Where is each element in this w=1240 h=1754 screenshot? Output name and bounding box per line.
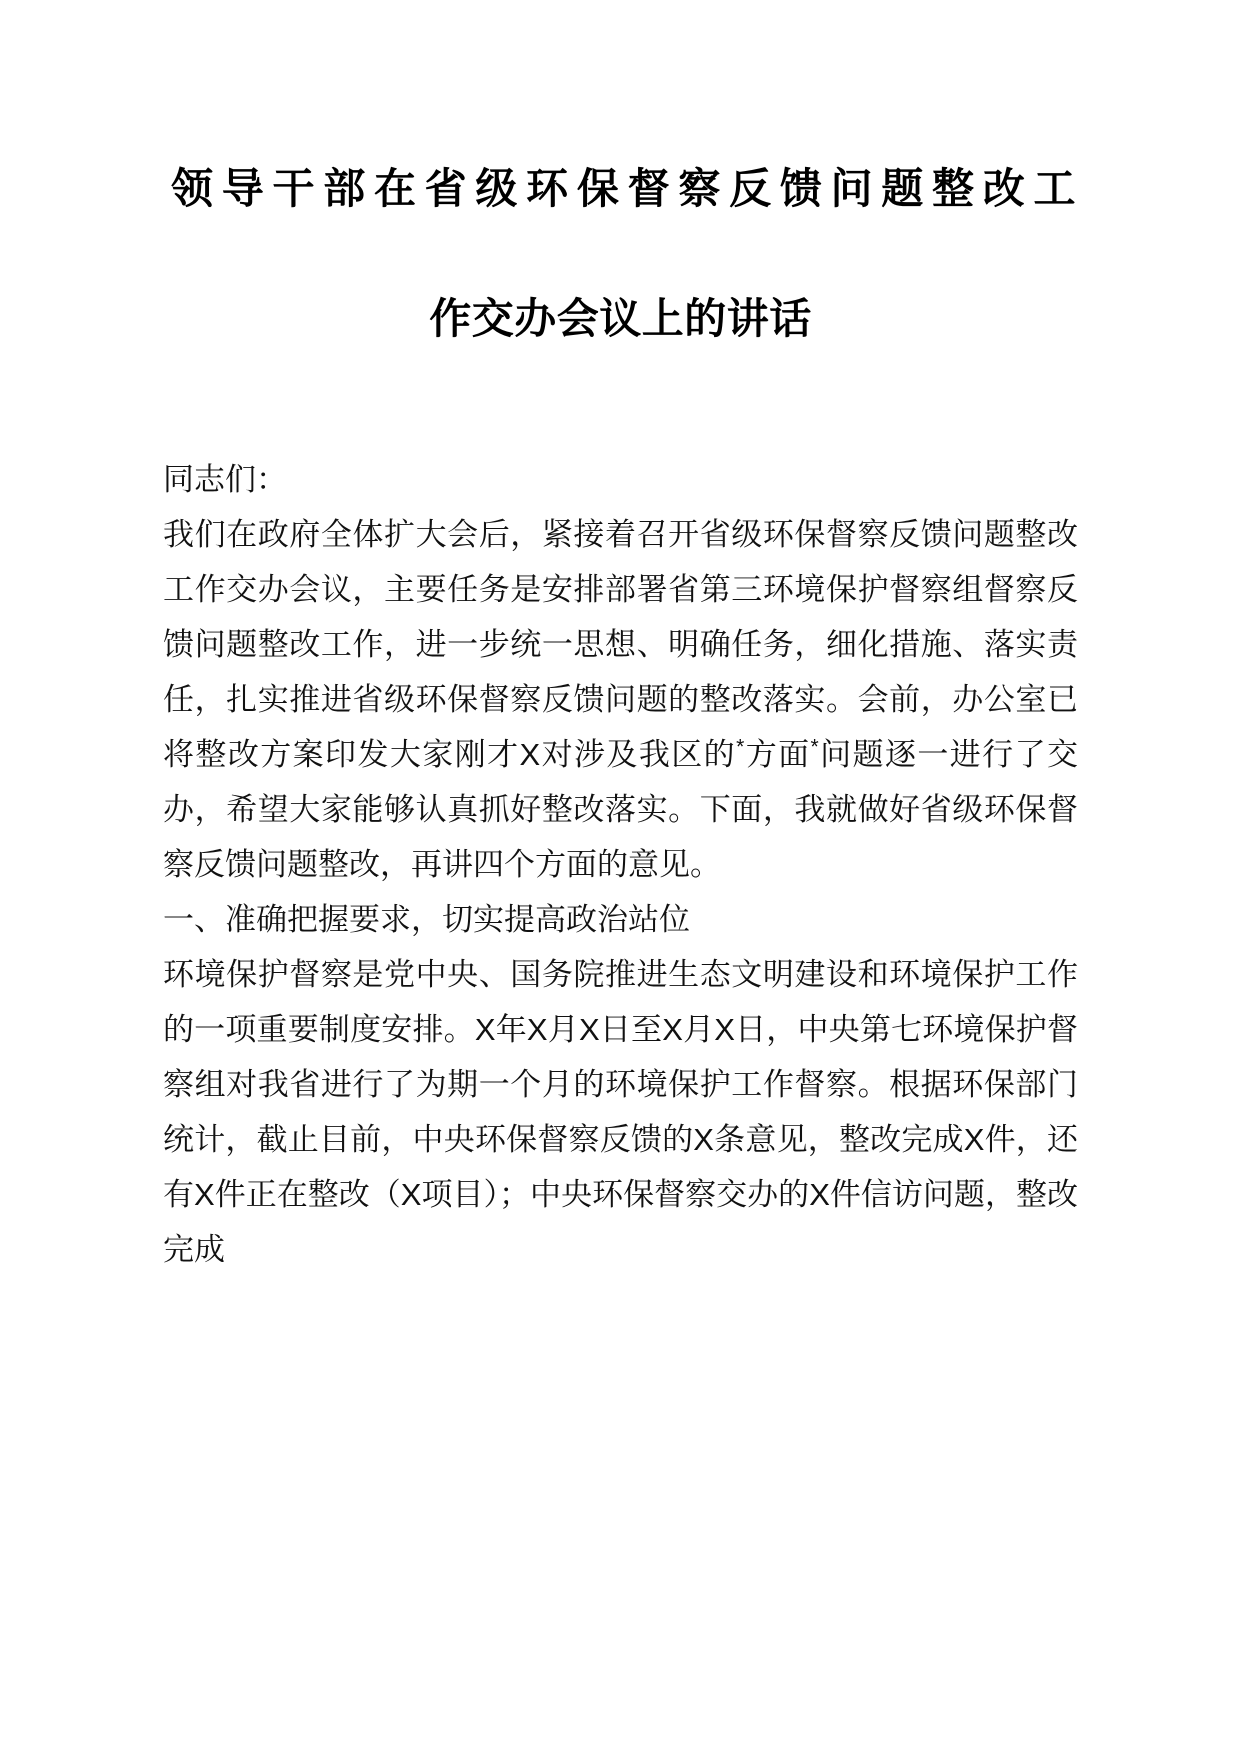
page-content-area (163, 0, 1078, 1277)
paragraph-section-one-body: 环境保护督察是党中央、国务院推进生态文明建设和环境保护工作的一项重要制度安排。X年X月X日至X月X日，中央第七环境保护督察组对我省进行了为期一个月的环境保护工作督察。根据环保部门统计，截止目前，中央环保督察反馈的X条意见，整改完成X件，还有X件正在整改（X项目）；中央环保督察交办的X件信访问题，整改完成 (163, 957, 1078, 1267)
placeholder-inner-text: 方面 (744, 737, 811, 772)
section-heading-one: 一、准确把握要求，切实提高政治站位 (163, 902, 690, 937)
page-title-line-2: 作交办会议上的讲话 (429, 295, 812, 342)
asterisk-mark-close: * (810, 735, 819, 759)
page-title (163, 0, 1078, 340)
paragraph-opening-part-1: 我们在政府全体扩大会后，紧接着召开省级环保督察反馈问题整改工作交办会议，主要任务是安排部署省第三环境保护督察组督察反馈问题整改工作，进一步统一思想、明确任务，细化措施、落实责任，扎实推进省级环保督察反馈问题的整改落实。会前，办公室已将整改方案印发大家刚才X对涉及我区的 (163, 517, 1078, 772)
salutation-text: 同志们： (163, 462, 287, 497)
paragraph-opening-part-2: 问题逐一进行了交办，希望大家能够认真抓好整改落实。下面，我就做好省级环保督察反馈问题整改，再讲四个方面的意见。 (163, 737, 1079, 882)
document-body (163, 452, 1078, 1277)
page-title-line-1: 领导干部在省级环保督察反馈问题整改工 (171, 165, 1076, 212)
paragraph-opening (163, 507, 1078, 892)
asterisk-mark-open: * (736, 735, 745, 759)
